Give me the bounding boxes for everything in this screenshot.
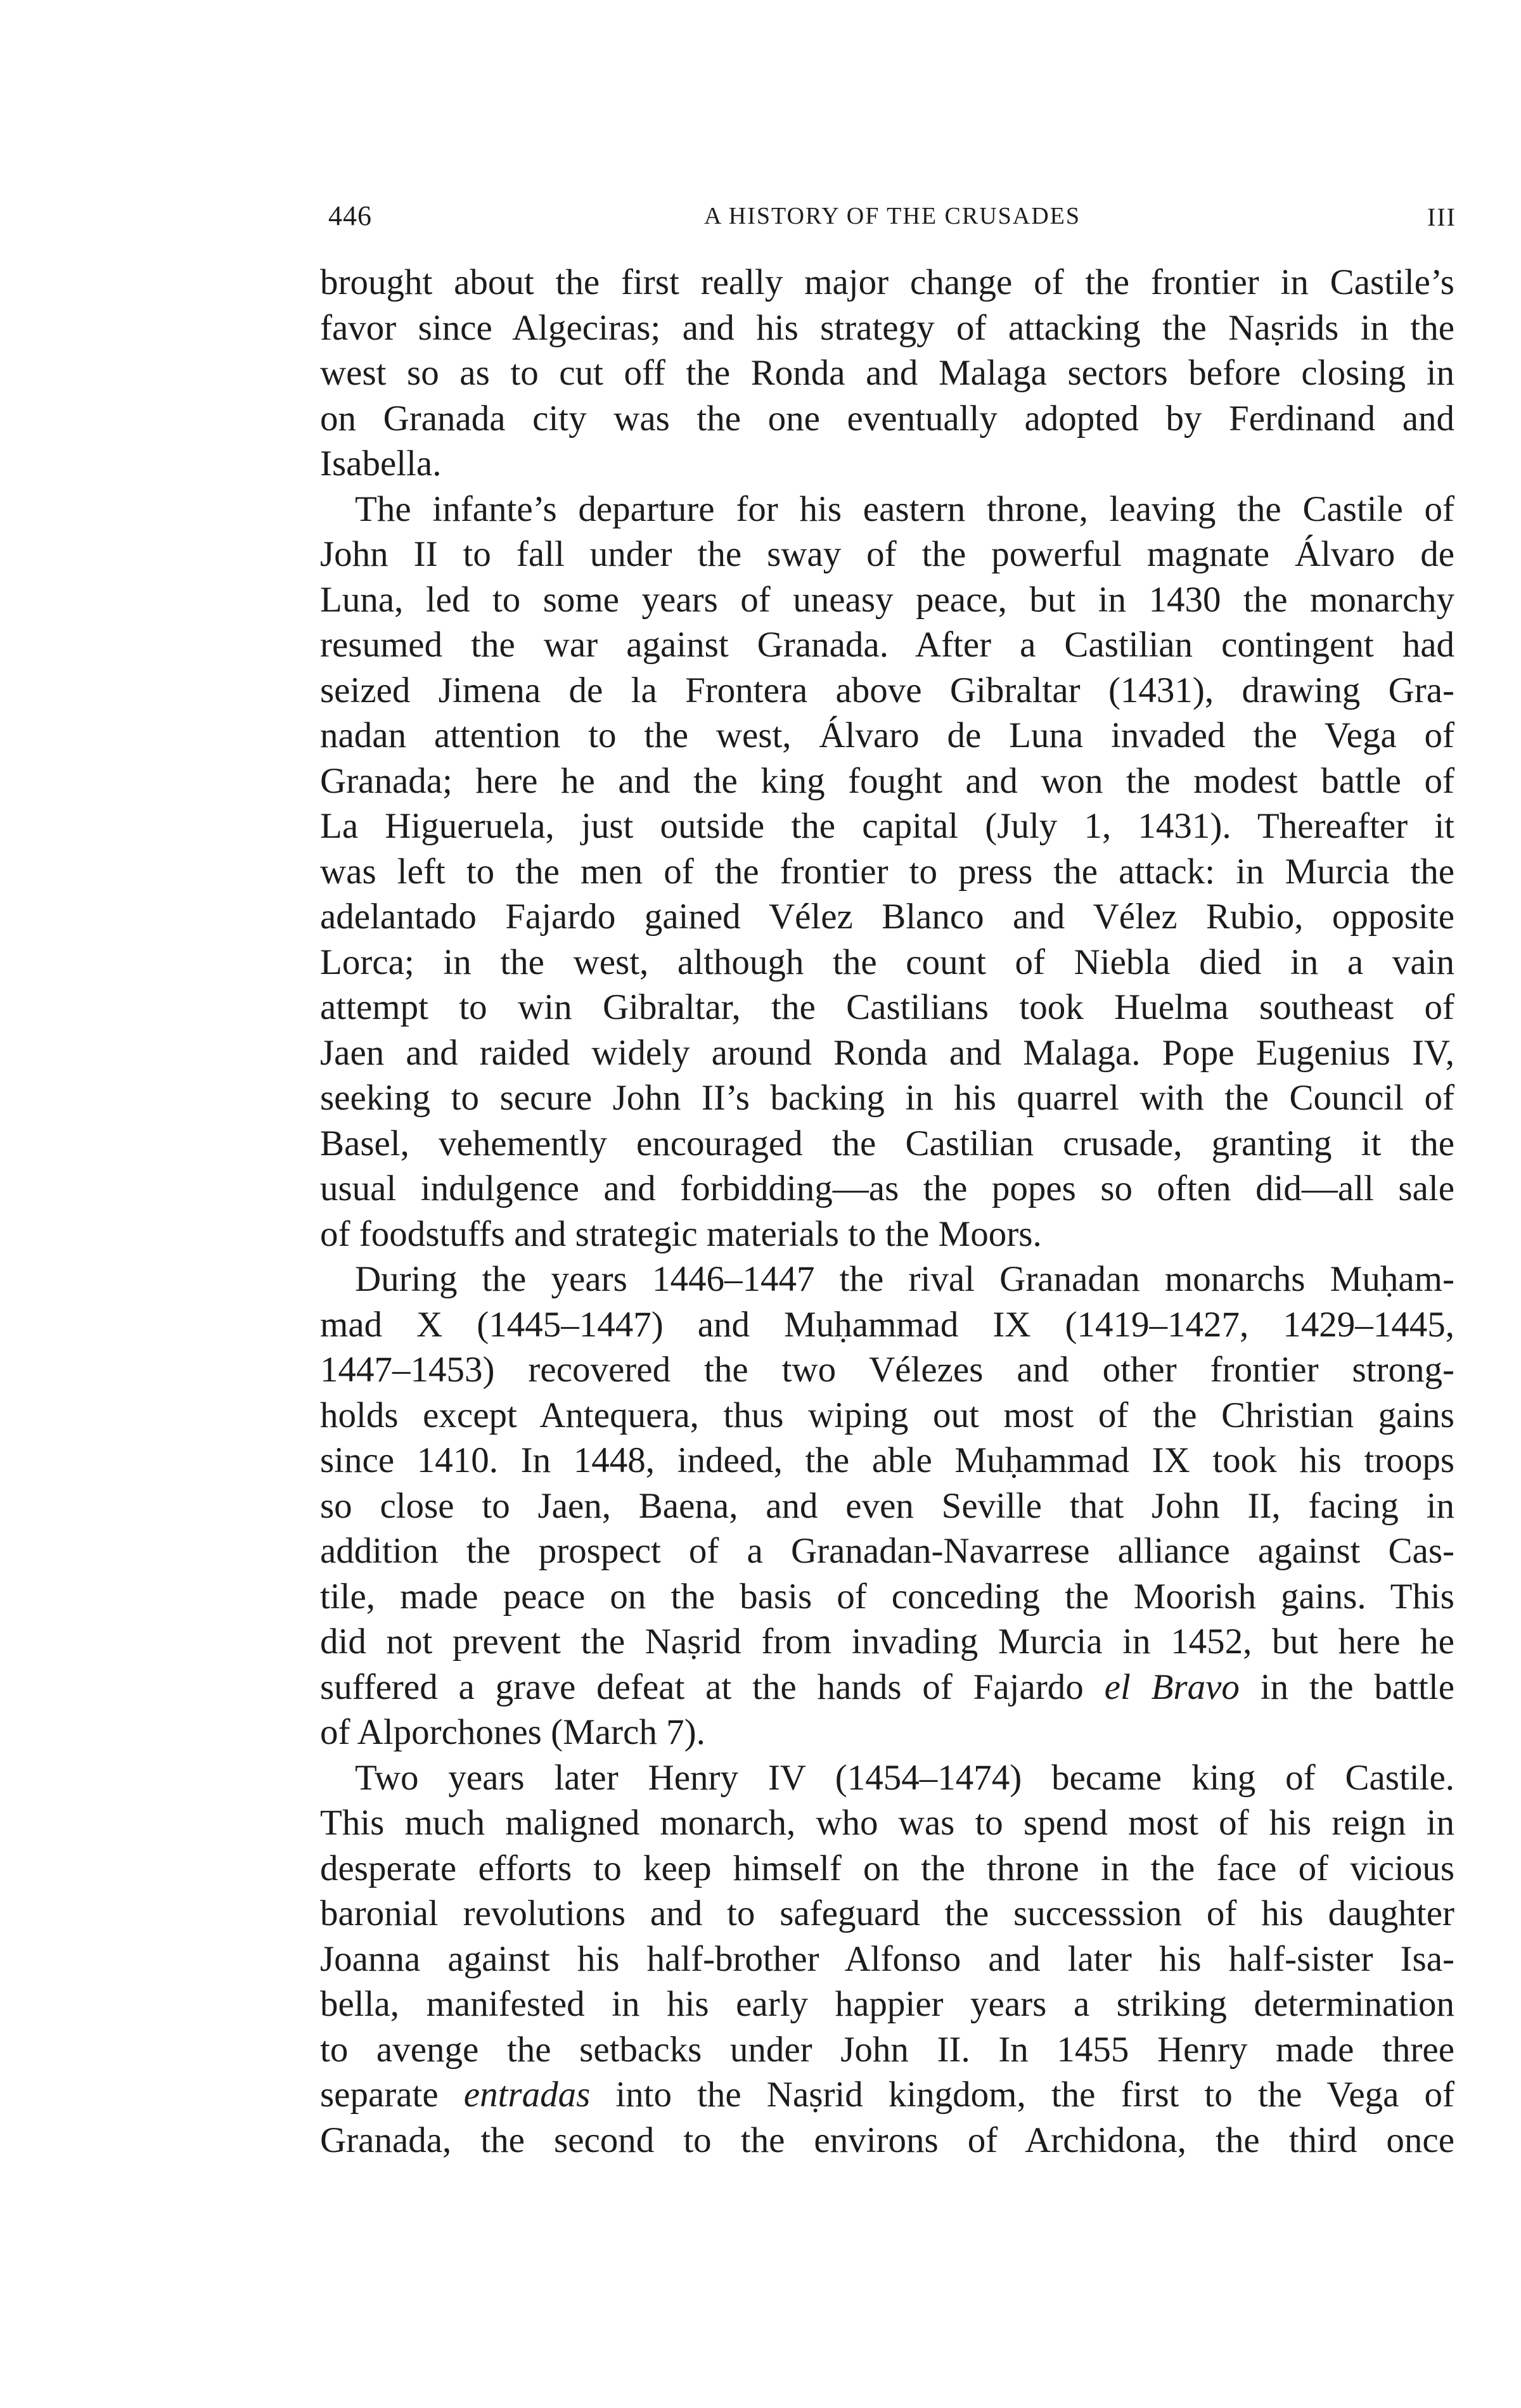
text-line: since 1410. In 1448, indeed, the able Muḥammad IX took his troops — [320, 1440, 1454, 1480]
italic-text: entradas — [463, 2075, 591, 2115]
text-line: Lorca; in the west, although the count of Niebla died in a vain — [320, 942, 1454, 982]
text-line: so close to Jaen, Baena, and even Seville that John II, facing in — [320, 1485, 1454, 1526]
text-line: Luna, led to some years of uneasy peace, but in 1430 the monarchy — [320, 579, 1454, 620]
text-line: attempt to win Gibraltar, the Castilians took Huelma southeast of — [320, 987, 1454, 1027]
text-line: John II to fall under the sway of the powerful magnate Álvaro de — [320, 534, 1454, 574]
text-run: separate — [320, 2075, 464, 2115]
text-line: Basel, vehemently encouraged the Castilian crusade, granting it the — [320, 1123, 1454, 1163]
text-line: resumed the war against Granada. After a Castilian contingent had — [320, 625, 1454, 665]
running-title: A HISTORY OF THE CRUSADES — [703, 203, 1081, 229]
text-line: desperate efforts to keep himself on the throne in the face of vicious — [320, 1848, 1454, 1888]
paragraph — [320, 260, 1454, 487]
text-line: Joanna against his half-brother Alfonso and later his half-sister Isa- — [320, 1938, 1454, 1979]
text-line: seeking to secure John II’s backing in his quarrel with the Council of — [320, 1078, 1454, 1118]
paragraph — [320, 1755, 1454, 2163]
text-line: tile, made peace on the basis of conceding the Moorish gains. This — [320, 1576, 1454, 1617]
text-run: suffered a grave defeat at the hands of Fajardo — [320, 1667, 1105, 1707]
text-line: Granada, the second to the environs of Archidona, the third once — [320, 2120, 1454, 2160]
text-line: was left to the men of the frontier to press the attack: in Murcia the — [320, 851, 1454, 892]
text-line: nadan attention to the west, Álvaro de Luna invaded the Vega of — [320, 715, 1454, 755]
text-line: bella, manifested in his early happier years a striking determination — [320, 1984, 1454, 2024]
text-line: mad X (1445–1447) and Muḥammad IX (1419–1427, 1429–1445, — [320, 1304, 1454, 1345]
text-line: on Granada city was the one eventually adopted by Ferdinand and — [320, 398, 1454, 439]
text-line: of foodstuffs and strategic materials to the Moors. — [320, 1214, 1042, 1254]
text-line: brought about the first really major change of the frontier in Castile’s — [320, 262, 1454, 302]
text-line: La Higueruela, just outside the capital (July 1, 1431). Thereafter it — [320, 806, 1454, 846]
chapter-number: III — [1427, 203, 1456, 231]
running-header — [328, 200, 1456, 238]
text-line: baronial revolutions and to safeguard the successsion of his daughter — [320, 1893, 1454, 1933]
text-line: addition the prospect of a Granadan-Navarrese alliance against Cas- — [320, 1531, 1454, 1571]
text-line: seized Jimena de la Frontera above Gibraltar (1431), drawing Gra- — [320, 670, 1454, 710]
text-line — [320, 2072, 1454, 2118]
page-number: 446 — [328, 200, 372, 231]
text-run: into the Naṣrid kingdom, the first to the Vega of — [590, 2075, 1454, 2115]
text-line: 1447–1453) recovered the two Vélezes and other frontier strong- — [320, 1350, 1454, 1390]
text-line: Granada; here he and the king fought and won the modest battle of — [320, 760, 1454, 801]
text-line: This much maligned monarch, who was to spend most of his reign in — [320, 1803, 1454, 1843]
text-line: of Alporchones (March 7). — [320, 1712, 705, 1752]
text-line: Isabella. — [320, 444, 442, 484]
text-line: Jaen and raided widely around Ronda and Malaga. Pope Eugenius IV, — [320, 1032, 1454, 1073]
text-line: adelantado Fajardo gained Vélez Blanco and Vélez Rubio, opposite — [320, 897, 1454, 937]
paragraph — [320, 1257, 1454, 1755]
paragraph — [320, 487, 1454, 1257]
text-line — [320, 1665, 1454, 1710]
text-line: west so as to cut off the Ronda and Malaga sectors before closing in — [320, 353, 1454, 393]
text-line: Two years later Henry IV (1454–1474) became king of Castile. — [355, 1757, 1454, 1798]
text-line: holds except Antequera, thus wiping out most of the Christian gains — [320, 1395, 1454, 1435]
italic-text: el Bravo — [1104, 1667, 1240, 1707]
body-text — [320, 260, 1454, 2163]
text-line: The infante’s departure for his eastern throne, leaving the Castile of — [355, 489, 1454, 529]
text-line: to avenge the setbacks under John II. In 1455 Henry made three — [320, 2029, 1454, 2070]
text-run: in the battle — [1239, 1667, 1454, 1707]
text-line: usual indulgence and forbidding—as the popes so often did—all sale — [320, 1169, 1454, 1208]
text-line: favor since Algeciras; and his strategy of attacking the Naṣrids in the — [320, 307, 1454, 348]
text-line: During the years 1446–1447 the rival Granadan monarchs Muḥam- — [355, 1259, 1454, 1299]
text-line: did not prevent the Naṣrid from invading Murcia in 1452, but here he — [320, 1622, 1454, 1662]
